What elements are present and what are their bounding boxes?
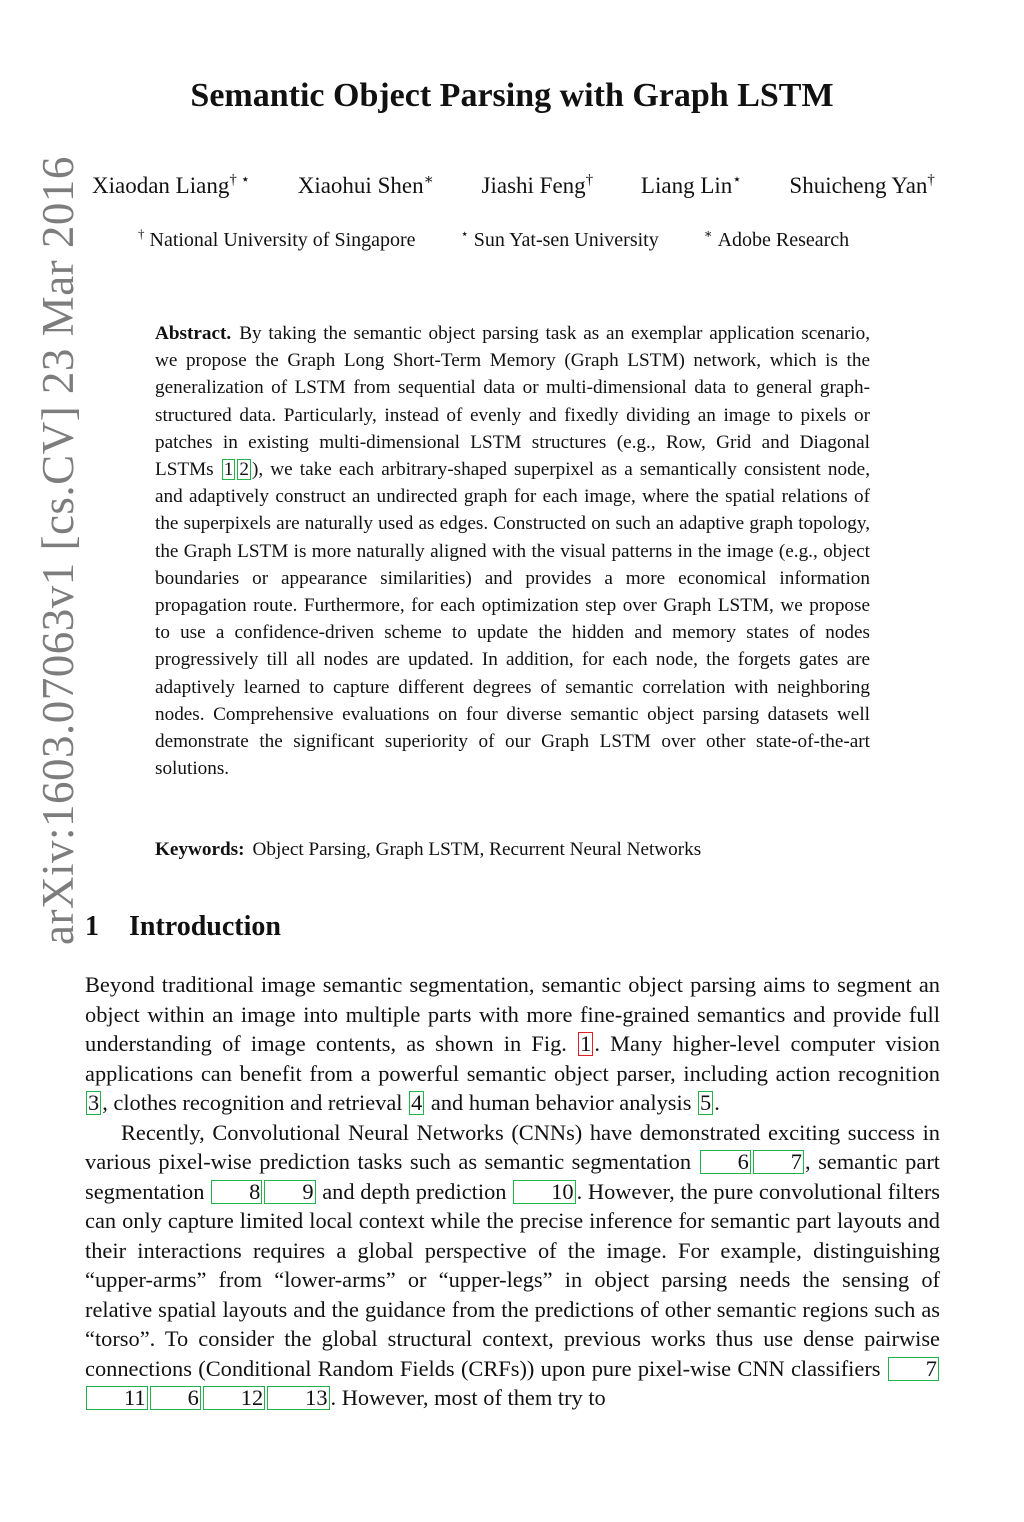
paper-title: Semantic Object Parsing with Graph LSTM: [190, 77, 834, 114]
citation-link[interactable]: 13: [267, 1386, 329, 1410]
citation-link[interactable]: 4: [411, 1090, 423, 1115]
arxiv-identifier-stamp: arXiv:1603.07063v1 [cs.CV] 23 Mar 2016: [33, 156, 83, 945]
citation-link[interactable]: 9: [264, 1180, 315, 1204]
author: Shuicheng Yan†: [789, 172, 935, 198]
citation-link[interactable]: 10: [513, 1180, 575, 1204]
citation-link[interactable]: 5: [700, 1090, 712, 1115]
author: Liang Lin⋆: [640, 172, 742, 198]
introduction-body: [85, 970, 940, 1413]
citation-link[interactable]: 6: [150, 1386, 201, 1410]
author: Xiaohui Shen∗: [297, 172, 434, 198]
keywords-text: Object Parsing, Graph LSTM, Recurrent Neural Networks: [252, 839, 702, 860]
paragraph: Beyond traditional image semantic segmentation, semantic object parsing aims to segment an object within an image into multiple parts with more fine-grained semantics and provide full understanding of image contents, as shown in Fig. 1 . Many higher-level computer vision applications can benefit from a powerful semantic object parser, including action recognition 3 , clothes recognition and retrieval 4 and human behavior analysis 5 .: [85, 972, 940, 1115]
citation-link[interactable]: 7: [888, 1357, 939, 1381]
section-number: 1: [85, 911, 99, 942]
affiliation: † National University of Singapore: [138, 226, 416, 251]
author: Jiashi Feng†: [481, 172, 594, 198]
citation-link[interactable]: 8: [211, 1180, 262, 1204]
citation-link[interactable]: 11: [86, 1386, 148, 1410]
keywords: [155, 836, 870, 863]
abstract: Abstract. By taking the semantic object parsing task as an exemplar application scenario, we propose the Graph Long Short-Term Memory (Graph LSTM) network, which is the generalization of LSTM from sequential data or multi-dimensional data to general graph-structured data. Particularly, instead of evenly and fixedly dividing an image to pixels or patches in existing multi-dimensional LSTM structures (e.g., Row, Grid and Diagonal LSTMs 1 2 ), we take each arbitrary-shaped superpixel as a semantically consistent node, and adaptively construct an undirected graph for each image, where the spatial relations of the superpixels are naturally used as edges. Constructed on such an adaptive graph topology, the Graph LSTM is more naturally aligned with the visual patterns in the image (e.g., object boundaries or appearance similarities) and provides a more economical information propagation route. Furthermore, for each optimization step over Graph LSTM, we propose to use a confidence-driven scheme to update the hidden and memory states of nodes progressively till all nodes are updated. In addition, for each node, the forgets gates are adaptively learned to capture different degrees of semantic correlation with neighboring nodes. Comprehensive evaluations on four diverse semantic object parsing datasets well demonstrate the significant superiority of our Graph LSTM over other state-of-the-art solutions.: [155, 323, 870, 780]
citation-link[interactable]: 2: [239, 459, 249, 481]
section-title: Introduction: [129, 911, 281, 942]
citation-link[interactable]: 6: [700, 1150, 751, 1174]
affiliation-list: [138, 226, 938, 254]
citation-link[interactable]: 3: [88, 1090, 100, 1115]
author: Xiaodan Liang† ⋆: [92, 172, 250, 198]
citation-link[interactable]: 12: [203, 1386, 265, 1410]
affiliation: ⋆ Sun Yat-sen University: [460, 226, 659, 251]
paragraph: Recently, Convolutional Neural Networks (CNNs) have demonstrated exciting success in various pixel-wise prediction tasks such as semantic segmentation 6 7 , semantic part segmentation 8 9 and depth prediction 10 . However, the pure convolutional filters can only capture limited local context while the precise inference for semantic part layouts and their interactions requires a global perspective of the image. For example, distinguishing “upper-arms” from “lower-arms” or “upper-legs” in object parsing needs the sensing of relative spatial layouts and the guidance from the predictions of other semantic regions such as “torso”. To consider the global structural context, previous works thus use dense pairwise connections (Conditional Random Fields (CRFs)) upon pure pixel-wise CNN classifiers 711 6 12 13 . However, most of them try to: [85, 1119, 940, 1410]
keywords-label: Keywords:: [155, 839, 245, 860]
figure-link[interactable]: 1: [580, 1031, 592, 1056]
abstract-label: Abstract.: [155, 323, 232, 344]
section-heading: [85, 908, 281, 946]
author-list: [92, 170, 952, 202]
citation-link[interactable]: 7: [753, 1150, 804, 1174]
affiliation: ∗ Adobe Research: [703, 226, 850, 251]
citation-link[interactable]: 1: [223, 459, 234, 481]
